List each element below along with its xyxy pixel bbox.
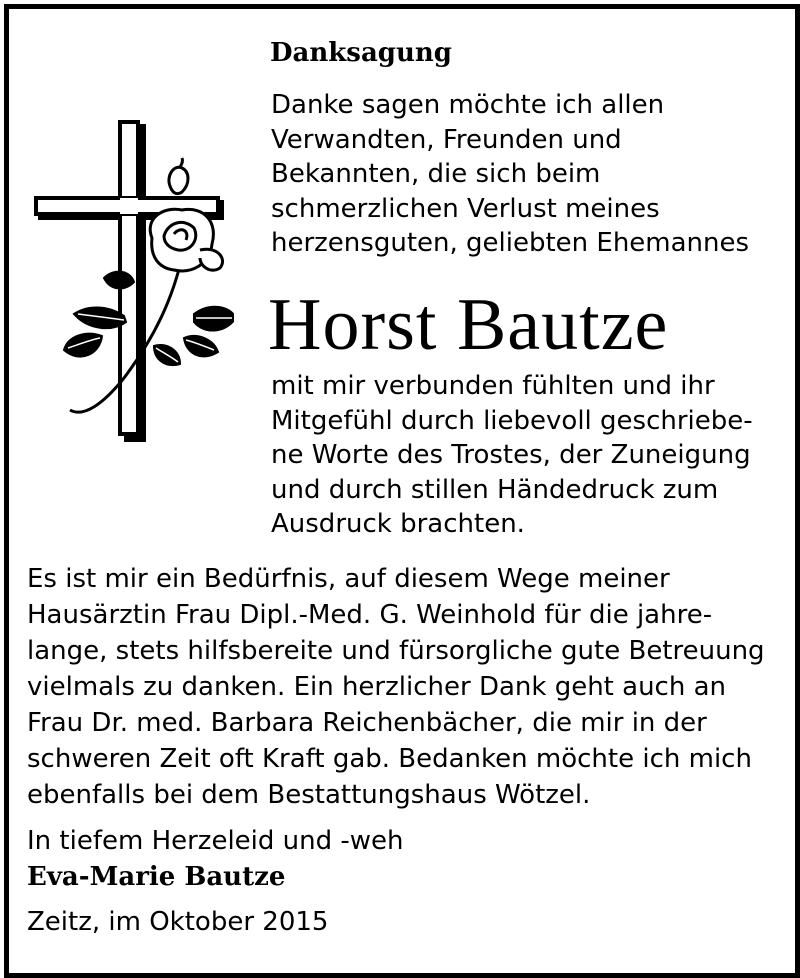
paragraph-line: Frau Dr. med. Barbara Reichenbächer, die mir in der (27, 708, 707, 738)
intro-line: Verwandten, Freunden und (271, 124, 622, 155)
paragraph-line: ebenfalls bei dem Bestattungshaus Wötzel. (27, 780, 591, 810)
after-line: Ausdruck brachten. (271, 509, 525, 539)
paragraph-line: lange, stets hilfsbereite und fürsorgliche gute Betreuung (27, 636, 765, 666)
intro-line: herzensguten, geliebten Ehemannes (271, 228, 750, 258)
after-line: mit mir verbunden fühlten und ihr (271, 371, 715, 401)
cross-with-rose-icon (34, 118, 234, 444)
paragraph-line: Es ist mir ein Bedürfnis, auf diesem Wege meiner (27, 564, 670, 594)
intro-text (271, 88, 749, 261)
after-name-text (271, 369, 753, 542)
paragraph-line: Hausärztin Frau Dipl.-Med. G. Weinhold für die jahre- (27, 600, 713, 630)
intro-line: Danke sagen möchte ich allen (271, 90, 665, 120)
after-line: ne Worte des Trostes, der Zuneigung (271, 440, 751, 470)
paragraph-line: vielmals zu danken. Ein herzlicher Dank geht auch an (27, 672, 726, 702)
paragraph-line: schweren Zeit oft Kraft gab. Bedanken möchte ich mich (27, 744, 752, 774)
intro-line: schmerzlichen Verlust meines (271, 193, 660, 224)
intro-line: Bekannten, die sich beim (271, 159, 601, 189)
signer-name: Eva-Marie Bautze (27, 862, 286, 892)
place-date: Zeitz, im Oktober 2015 (27, 907, 329, 937)
deceased-name: Horst Bautze (268, 284, 669, 366)
thanks-paragraph (27, 561, 765, 813)
after-line: und durch stillen Händedruck zum (271, 474, 719, 505)
after-line: Mitgefühl durch liebevoll geschriebe- (271, 405, 753, 436)
closing-phrase: In tiefem Herzeleid und -weh (27, 826, 404, 856)
notice-heading: Danksagung (270, 38, 452, 68)
